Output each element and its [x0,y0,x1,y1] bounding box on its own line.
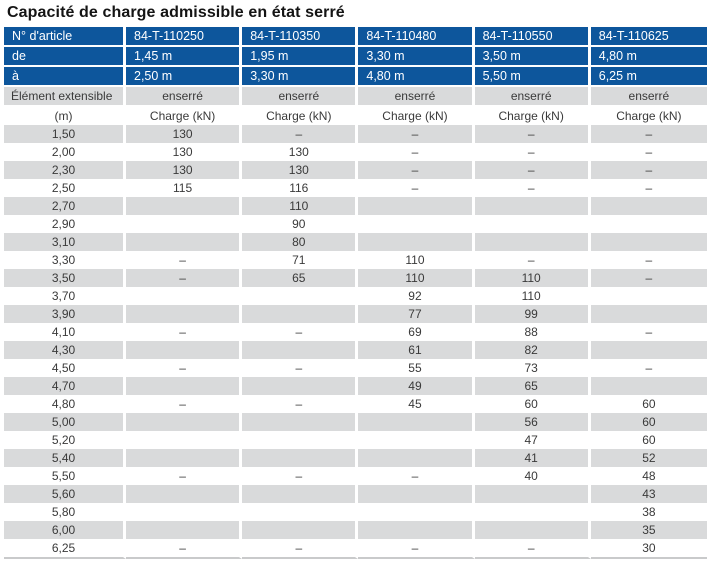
load-cell [126,449,242,467]
unit-value: Charge (kN) [475,107,591,125]
table-row [4,251,707,269]
load-cell [358,413,474,431]
load-cell [242,287,358,305]
load-cell: 110 [475,287,591,305]
table-row [4,323,707,341]
element-label: Élément extensible [4,87,126,107]
load-cell: 130 [126,125,242,143]
element-state: enserré [126,87,242,107]
length-cell: 4,50 [4,359,126,377]
load-cell: 110 [242,197,358,215]
load-cell: 116 [242,179,358,197]
range-to-value: 4,80 m [358,67,474,87]
load-cell [475,503,591,521]
load-cell: 80 [242,233,358,251]
load-cell: – [242,323,358,341]
table-row [4,539,707,559]
load-cell: 60 [591,395,707,413]
element-row [4,87,707,107]
load-cell: – [126,251,242,269]
load-cell [242,485,358,503]
article-number: 84-T-110550 [475,27,591,47]
load-cell [591,233,707,251]
table-row [4,467,707,485]
article-number: 84-T-110480 [358,27,474,47]
article-number: 84-T-110250 [126,27,242,47]
load-cell: 65 [475,377,591,395]
load-cell [126,197,242,215]
length-cell: 5,50 [4,467,126,485]
length-cell: 3,70 [4,287,126,305]
load-cell: 35 [591,521,707,539]
load-cell [475,197,591,215]
load-cell [242,449,358,467]
length-cell: 5,80 [4,503,126,521]
article-number: 84-T-110625 [591,27,707,47]
load-cell: – [242,359,358,377]
length-cell: 4,80 [4,395,126,413]
load-cell [358,431,474,449]
load-cell: 71 [242,251,358,269]
load-cell: 43 [591,485,707,503]
load-cell [358,233,474,251]
load-cell: 52 [591,449,707,467]
load-cell: – [126,269,242,287]
length-cell: 1,50 [4,125,126,143]
article-number-row [4,27,707,47]
unit-value: Charge (kN) [358,107,474,125]
load-cell: 61 [358,341,474,359]
table-row [4,341,707,359]
load-cell: – [126,359,242,377]
load-cell [475,215,591,233]
load-cell [358,503,474,521]
table-row [4,179,707,197]
load-cell [358,215,474,233]
length-cell: 2,50 [4,179,126,197]
load-cell: – [126,539,242,559]
load-cell: – [358,539,474,559]
table-row [4,503,707,521]
load-cell: 110 [358,269,474,287]
load-cell [126,341,242,359]
load-cell [358,449,474,467]
range-from-value: 1,95 m [242,47,358,67]
table-row [4,431,707,449]
element-state: enserré [242,87,358,107]
table-row [4,197,707,215]
load-cell: 99 [475,305,591,323]
load-cell [242,521,358,539]
range-from-value: 1,45 m [126,47,242,67]
load-cell: 47 [475,431,591,449]
load-cell: 48 [591,467,707,485]
length-cell: 4,10 [4,323,126,341]
load-cell: 130 [126,161,242,179]
load-cell [126,215,242,233]
table-row [4,233,707,251]
load-cell [591,215,707,233]
load-cell: – [591,179,707,197]
load-cell [242,341,358,359]
load-cell [475,521,591,539]
load-cell: 38 [591,503,707,521]
range-from-value: 3,30 m [358,47,474,67]
load-cell: 115 [126,179,242,197]
element-state: enserré [591,87,707,107]
length-cell: 6,00 [4,521,126,539]
load-cell: – [475,179,591,197]
load-cell: – [126,395,242,413]
load-cell [126,305,242,323]
length-cell: 4,70 [4,377,126,395]
load-cell: 77 [358,305,474,323]
load-cell: – [358,125,474,143]
load-cell: – [591,143,707,161]
range-to-value: 5,50 m [475,67,591,87]
load-cell: – [591,269,707,287]
load-cell: 65 [242,269,358,287]
load-cell: 92 [358,287,474,305]
load-cell: 130 [242,143,358,161]
load-cell: – [591,359,707,377]
range-from-row [4,47,707,67]
load-cell: 60 [591,413,707,431]
length-cell: 5,60 [4,485,126,503]
load-cell: – [475,539,591,559]
length-cell: 4,30 [4,341,126,359]
article-label: N° d'article [4,27,126,47]
load-cell: – [242,539,358,559]
range-from-value: 3,50 m [475,47,591,67]
load-cell [242,503,358,521]
load-cell [126,413,242,431]
range-to-label: à [4,67,126,87]
load-cell: – [475,125,591,143]
load-cell [591,287,707,305]
table-row [4,395,707,413]
length-cell: 6,25 [4,539,126,559]
load-cell: – [126,323,242,341]
range-to-row [4,67,707,87]
load-cell: 110 [475,269,591,287]
element-state: enserré [358,87,474,107]
load-cell: 130 [126,143,242,161]
length-cell: 3,10 [4,233,126,251]
load-cell: – [242,125,358,143]
length-cell: 5,40 [4,449,126,467]
range-to-value: 6,25 m [591,67,707,87]
range-from-label: de [4,47,126,67]
length-cell: 3,30 [4,251,126,269]
load-cell [126,377,242,395]
load-cell: 56 [475,413,591,431]
load-cell [475,233,591,251]
range-to-value: 2,50 m [126,67,242,87]
load-cell: 82 [475,341,591,359]
table-row [4,449,707,467]
load-cell: 60 [475,395,591,413]
table-row [4,521,707,539]
load-cell: – [242,467,358,485]
load-cell: – [475,251,591,269]
load-cell: 40 [475,467,591,485]
load-cell [591,305,707,323]
load-cell [242,431,358,449]
load-cell: – [591,251,707,269]
table-row [4,485,707,503]
unit-label: (m) [4,107,126,125]
load-cell [475,485,591,503]
range-from-value: 4,80 m [591,47,707,67]
table-row [4,305,707,323]
load-cell: 90 [242,215,358,233]
load-capacity-table [4,27,707,559]
unit-value: Charge (kN) [126,107,242,125]
length-cell: 2,70 [4,197,126,215]
load-cell [358,197,474,215]
load-cell: – [242,395,358,413]
load-cell: 130 [242,161,358,179]
length-cell: 2,30 [4,161,126,179]
range-to-value: 3,30 m [242,67,358,87]
load-cell: 88 [475,323,591,341]
page-title: Capacité de charge admissible en état serré [7,4,345,21]
load-cell [591,197,707,215]
length-cell: 2,90 [4,215,126,233]
table-row [4,359,707,377]
load-cell: – [475,143,591,161]
table-row [4,143,707,161]
load-cell [126,431,242,449]
load-cell: 69 [358,323,474,341]
table-row [4,287,707,305]
load-cell: 41 [475,449,591,467]
load-cell [126,233,242,251]
load-cell: – [358,467,474,485]
load-cell: – [358,179,474,197]
load-cell: – [591,323,707,341]
load-cell: 110 [358,251,474,269]
table-row [4,161,707,179]
table-row [4,215,707,233]
table-row [4,125,707,143]
length-cell: 2,00 [4,143,126,161]
article-number: 84-T-110350 [242,27,358,47]
load-cell: 30 [591,539,707,559]
length-cell: 5,20 [4,431,126,449]
table-row [4,413,707,431]
table-body [4,125,707,559]
load-cell [242,377,358,395]
load-cell: 45 [358,395,474,413]
load-cell [358,521,474,539]
table-row [4,269,707,287]
load-cell: – [126,467,242,485]
table-row [4,377,707,395]
load-cell [126,485,242,503]
load-cell [358,485,474,503]
element-state: enserré [475,87,591,107]
length-cell: 5,00 [4,413,126,431]
load-cell [126,503,242,521]
load-cell [242,413,358,431]
length-cell: 3,90 [4,305,126,323]
load-cell: 49 [358,377,474,395]
load-cell [126,521,242,539]
unit-row [4,107,707,125]
load-cell [242,305,358,323]
load-cell: – [591,125,707,143]
load-cell: – [358,143,474,161]
load-cell: 73 [475,359,591,377]
load-cell: – [475,161,591,179]
load-cell: 55 [358,359,474,377]
load-cell: – [591,161,707,179]
load-cell [591,341,707,359]
load-cell [126,287,242,305]
load-cell: – [358,161,474,179]
unit-value: Charge (kN) [242,107,358,125]
load-cell: 60 [591,431,707,449]
length-cell: 3,50 [4,269,126,287]
load-cell [591,377,707,395]
unit-value: Charge (kN) [591,107,707,125]
